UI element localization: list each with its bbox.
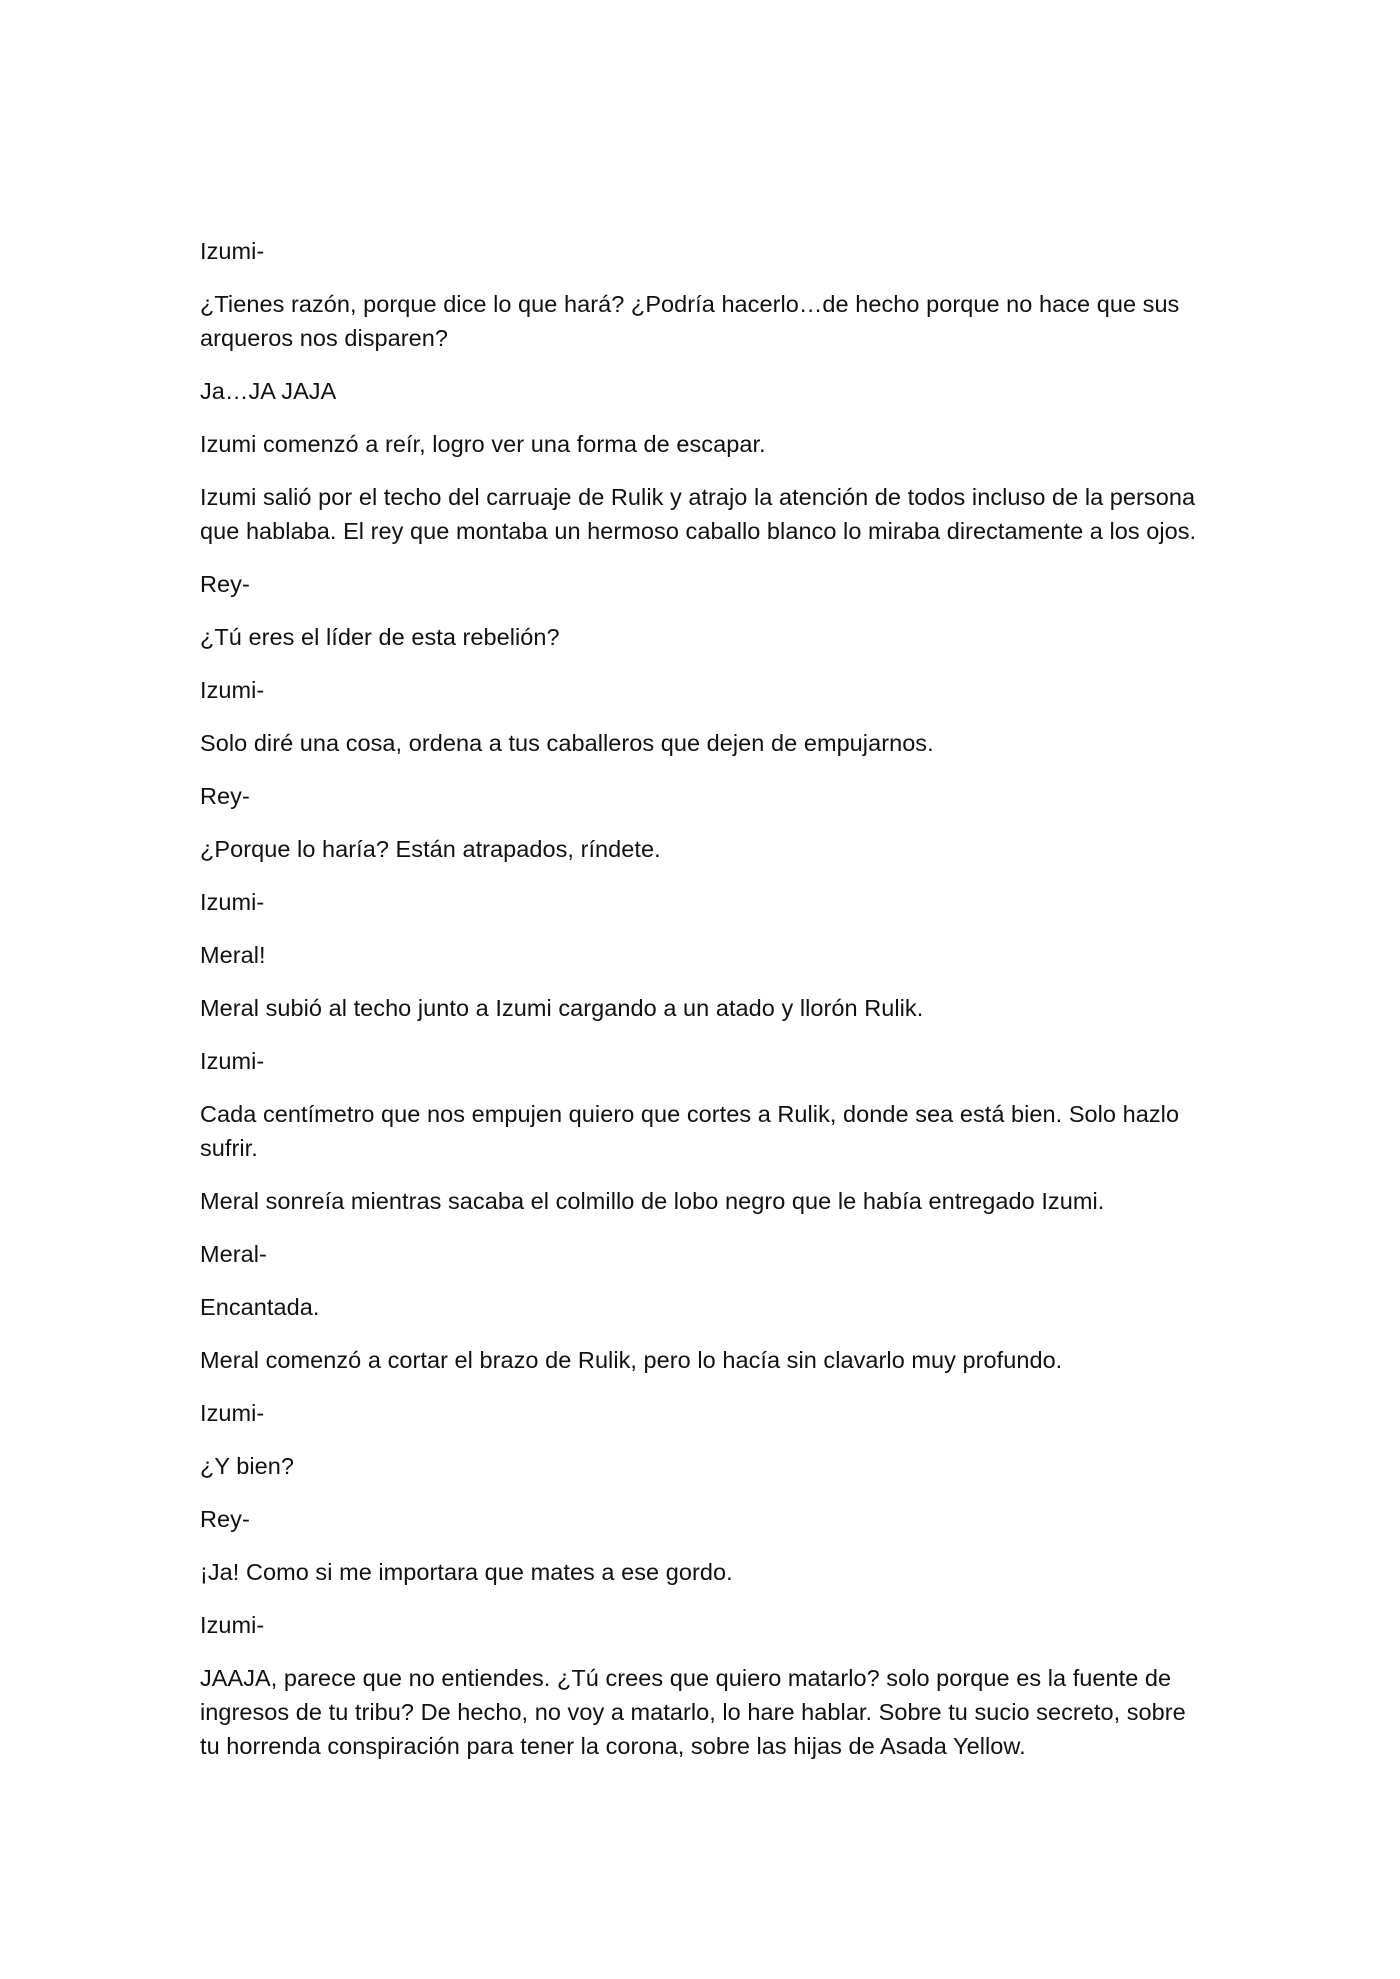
dialogue-line: Cada centímetro que nos empujen quiero que cortes a Rulik, donde sea está bien. Solo hazlo sufrir. (200, 1101, 1180, 1161)
dialogue-line: ¡Ja! Como si me importara que mates a ese gordo. (200, 1559, 733, 1585)
speaker-label: Izumi- (200, 238, 265, 264)
speaker-label: Izumi- (200, 677, 265, 703)
dialogue-line: ¿Y bien? (200, 1453, 295, 1479)
dialogue-line: Ja…JA JAJA (200, 378, 337, 404)
speaker-label: Izumi- (200, 1612, 265, 1638)
narration-paragraph: Meral subió al techo junto a Izumi cargando a un atado y llorón Rulik. (200, 995, 924, 1021)
speaker-label: Meral- (200, 1241, 267, 1267)
dialogue-line: ¿Porque lo haría? Están atrapados, ríndete. (200, 836, 661, 862)
speaker-label: Izumi- (200, 889, 265, 915)
speaker-label: Izumi- (200, 1048, 265, 1074)
speaker-label: Rey- (200, 1506, 250, 1532)
dialogue-line: Encantada. (200, 1294, 320, 1320)
speaker-label: Izumi- (200, 1400, 265, 1426)
narration-paragraph: Meral comenzó a cortar el brazo de Rulik, pero lo hacía sin clavarlo muy profundo. (200, 1347, 1063, 1373)
speaker-label: Rey- (200, 571, 250, 597)
dialogue-line: Meral! (200, 942, 266, 968)
speaker-label: Rey- (200, 783, 250, 809)
narration-paragraph: Izumi comenzó a reír, logro ver una forma de escapar. (200, 431, 766, 457)
dialogue-line: Solo diré una cosa, ordena a tus caballeros que dejen de empujarnos. (200, 730, 934, 756)
narration-paragraph: Izumi salió por el techo del carruaje de Rulik y atrajo la atención de todos incluso de la persona que hablaba. El rey que montaba un hermoso caballo blanco lo miraba directamente a los ojos. (200, 484, 1197, 544)
dialogue-line: ¿Tú eres el líder de esta rebelión? (200, 624, 560, 650)
document-body (200, 234, 1210, 1782)
narration-paragraph: Meral sonreía mientras sacaba el colmillo de lobo negro que le había entregado Izumi. (200, 1188, 1105, 1214)
dialogue-line: ¿Tienes razón, porque dice lo que hará? ¿Podría hacerlo…de hecho porque no hace que sus arqueros nos disparen? (200, 291, 1180, 351)
dialogue-line: JAAJA, parece que no entiendes. ¿Tú crees que quiero matarlo? solo porque es la fuente de ingresos de tu tribu? De hecho, no voy a matarlo, lo hare hablar. Sobre tu sucio secreto, sobre tu horrenda conspiración para tener la corona, sobre las hijas de Asada Yellow. (200, 1665, 1186, 1759)
